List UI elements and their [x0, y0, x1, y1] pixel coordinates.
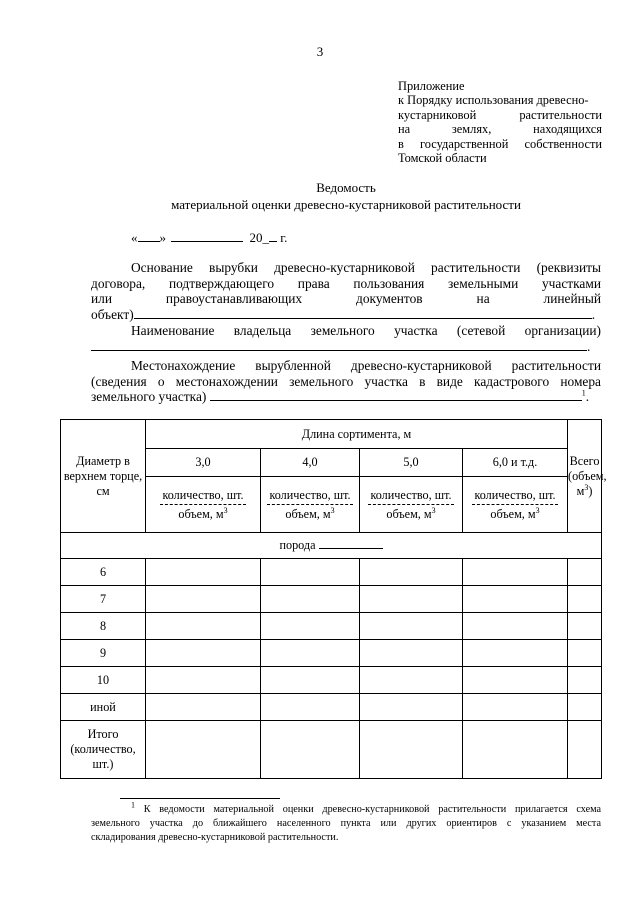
total-header-close: ) — [588, 483, 593, 498]
row-label: 10 — [61, 667, 146, 694]
basis-line: Основание вырубки древесно-кустарниковой растительности (реквизиты — [131, 260, 601, 275]
owner-line: Наименование владельца земельного участка (сетевой организации) — [131, 323, 601, 338]
length-header: Длина сортимента, м — [146, 420, 568, 449]
table-cell[interactable] — [568, 586, 602, 613]
qty-label: количество, шт. — [162, 488, 244, 502]
table-cell[interactable] — [146, 667, 261, 694]
row-label: иной — [61, 694, 146, 721]
table-cell[interactable] — [146, 586, 261, 613]
location-line: (сведения о местонахождении земельного участка в виде кадастрового номера — [91, 373, 601, 389]
appendix-line: кустарниковой растительности — [398, 107, 602, 122]
appendix-line: на землях, находящихся — [398, 122, 602, 137]
row-label: 9 — [61, 640, 146, 667]
footnote-mark: 1 — [131, 800, 135, 810]
year-field[interactable]: _ — [262, 230, 269, 245]
owner-end: . — [587, 338, 591, 354]
date-open-quote: « — [131, 230, 138, 245]
table-cell[interactable] — [261, 694, 360, 721]
table-cell[interactable] — [463, 694, 568, 721]
vol-label: объем, м — [285, 507, 331, 521]
date-close-quote: » — [159, 230, 166, 245]
footnote — [91, 800, 601, 845]
location-line: земельного участка) — [91, 389, 207, 404]
footnote-ref: 1 — [581, 388, 586, 398]
species-field[interactable] — [319, 538, 383, 549]
table-cell[interactable] — [463, 613, 568, 640]
table-cell[interactable] — [568, 613, 602, 640]
qty-label: количество, шт. — [370, 488, 452, 502]
location-field[interactable] — [210, 389, 582, 401]
location-end: . — [585, 389, 590, 404]
year-suffix: г. — [280, 230, 288, 245]
dash-divider — [267, 504, 353, 505]
vol-sup: 3 — [330, 505, 335, 515]
day-field[interactable] — [138, 230, 160, 242]
table-cell[interactable] — [360, 640, 463, 667]
table-cell[interactable] — [360, 667, 463, 694]
location-line: Местонахождение вырубленной древесно-кустарниковой растительности — [131, 358, 601, 373]
vol-label: объем, м — [178, 507, 224, 521]
length-5-0: 5,0 — [360, 449, 463, 477]
basis-line: договора, подтверждающего права пользования земельными участками — [91, 275, 601, 291]
owner-paragraph — [91, 323, 601, 354]
owner-field[interactable] — [91, 339, 587, 351]
table-cell[interactable] — [568, 667, 602, 694]
length-3-0: 3,0 — [146, 449, 261, 477]
assessment-table — [60, 419, 607, 779]
appendix-line: в государственной собственности — [398, 136, 602, 151]
vol-sup: 3 — [535, 505, 540, 515]
total-header-text: Всего (объем, м — [568, 453, 607, 498]
table-cell[interactable] — [463, 667, 568, 694]
total-header — [568, 420, 607, 533]
basis-paragraph — [91, 260, 601, 322]
qty-label: количество, шт. — [269, 488, 351, 502]
basis-line: или правоустанавливающих документов на линейный — [91, 291, 601, 306]
appendix-line: Томской области — [398, 151, 487, 166]
species-label: порода — [279, 538, 316, 552]
table-cell[interactable] — [261, 559, 360, 586]
table-cell[interactable] — [360, 559, 463, 586]
basis-line: объект) — [91, 306, 134, 322]
appendix-block — [398, 79, 602, 165]
qty-vol-cell — [146, 477, 261, 533]
table-cell[interactable] — [261, 721, 360, 779]
row-label: 6 — [61, 559, 146, 586]
qty-label: количество, шт. — [474, 488, 556, 502]
table-cell[interactable] — [360, 586, 463, 613]
table-cell[interactable] — [360, 613, 463, 640]
diameter-header: Диаметр в верхнем торце, см — [61, 420, 146, 533]
table-cell[interactable] — [568, 721, 602, 779]
table-cell[interactable] — [360, 694, 463, 721]
table-cell[interactable] — [360, 721, 463, 779]
basis-end: . — [591, 306, 596, 322]
table-cell[interactable] — [463, 640, 568, 667]
vol-sup: 3 — [431, 505, 436, 515]
table-cell[interactable] — [146, 613, 261, 640]
table-cell[interactable] — [261, 586, 360, 613]
table-cell[interactable] — [463, 721, 568, 779]
year-prefix: 20 — [249, 230, 263, 245]
table-cell[interactable] — [568, 559, 602, 586]
table-cell[interactable] — [568, 694, 602, 721]
month-field[interactable] — [171, 230, 243, 242]
footnote-line: земельного участка до ближайшего населенного пункта или других ориентиров с указанием места — [91, 818, 601, 829]
length-4-0: 4,0 — [261, 449, 360, 477]
table-cell[interactable] — [261, 667, 360, 694]
length-6-0: 6,0 и т.д. — [463, 449, 568, 477]
table-cell[interactable] — [146, 559, 261, 586]
table-cell[interactable] — [463, 586, 568, 613]
row-label: 7 — [61, 586, 146, 613]
appendix-line: к Порядку использования древесно- — [398, 93, 589, 108]
table-cell[interactable] — [463, 559, 568, 586]
dash-divider — [472, 504, 558, 505]
qty-vol-cell — [360, 477, 463, 533]
dash-divider — [160, 504, 246, 505]
table-cell[interactable] — [146, 640, 261, 667]
qty-vol-cell — [463, 477, 568, 533]
basis-field[interactable] — [134, 307, 592, 319]
date-line — [131, 230, 287, 246]
row-label: 8 — [61, 613, 146, 640]
totals-label: Итого (количество, шт.) — [61, 721, 146, 779]
table-cell[interactable] — [261, 640, 360, 667]
species-row — [61, 533, 602, 559]
table-cell[interactable] — [568, 640, 602, 667]
qty-vol-cell — [261, 477, 360, 533]
table-cell[interactable] — [261, 613, 360, 640]
footnote-divider — [120, 798, 280, 799]
document-subtitle: материальной оценки древесно-кустарниковой растительности — [171, 197, 521, 212]
footnote-line: К ведомости материальной оценки древесно-кустарниковой растительности прилагается схема — [143, 804, 601, 815]
footnote-line: складирования древесно-кустарниковой растительности. — [91, 832, 339, 843]
vol-label: объем, м — [490, 507, 536, 521]
table-cell[interactable] — [146, 721, 261, 779]
year-field-2[interactable] — [269, 230, 277, 242]
document-title: Ведомость — [316, 180, 376, 195]
vol-label: объем, м — [386, 507, 432, 521]
table-cell[interactable] — [146, 694, 261, 721]
vol-sup: 3 — [223, 505, 228, 515]
appendix-line: Приложение — [398, 79, 465, 93]
total-header-sup: 3 — [584, 482, 589, 492]
dash-divider — [368, 504, 454, 505]
page-number: 3 — [316, 44, 324, 59]
location-paragraph — [91, 358, 601, 405]
